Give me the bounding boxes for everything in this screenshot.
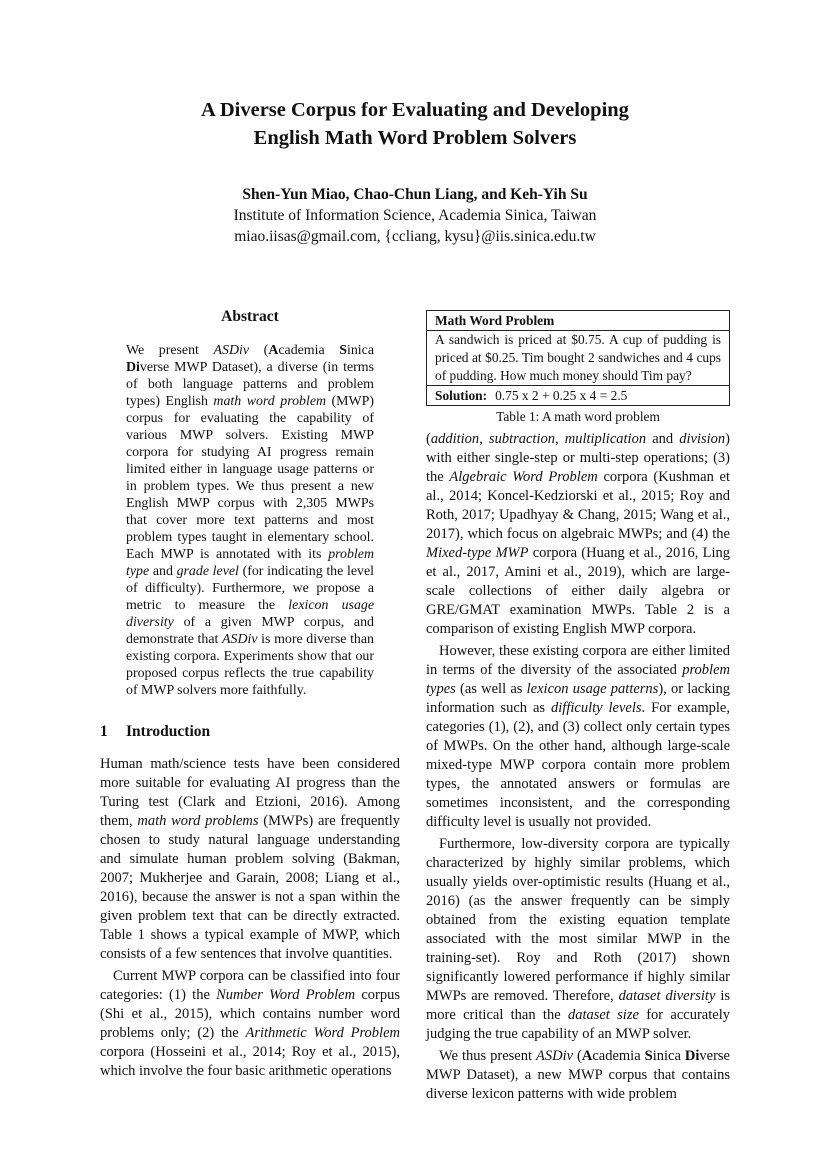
right-column (426, 306, 730, 1104)
author-names: Shen-Yun Miao, Chao-Chun Liang, and Keh-Yih Su (242, 186, 588, 203)
left-column (100, 306, 400, 1081)
table-1-problem: A sandwich is priced at $0.75. A cup of pudding is priced at $0.25. Tim bought 2 sandwiches and 4 cups of pudding. How much money should Tim pay? (427, 331, 729, 386)
right-paragraph-3: Furthermore, low-diversity corpora are typically characterized by highly similar problems, which usually yields over-optimistic results (Huang et al., 2016) (as the answer frequently can be simply obtained from the existing equation template associated with the most similar MWP in the training-set). Roy and Roth (2017) shown significantly lowered performance if highly similar MWPs are removed. Therefore, dataset diversity is more critical than the dataset size for accurately judging the true capability of an MWP solver. (426, 836, 731, 1042)
section-title: Introduction (126, 723, 211, 740)
author-emails: miao.iisas@gmail.com, {ccliang, kysu}@iis.sinica.edu.tw (234, 228, 596, 245)
intro-paragraph-2: Current MWP corpora can be classified into four categories: (1) the Number Word Problem corpus (Shi et al., 2015), which contains number word problems only; (2) the Arithmetic Word Problem corpora (Hosseini et al., 2014; Roy et al., 2015), which involve the four basic arithmetic operations (100, 968, 400, 1079)
right-paragraph-2: However, these existing corpora are either limited in terms of the diversity of the associated problem types (as well as lexicon usage patterns), or lacking information such as difficulty levels. For example, categories (1), (2), and (3) collect only certain types of MWPs. On the other hand, although large-scale mixed-type MWP corpora contain more problem types, the annotated answers or formulas are sometimes inconsistent, and the corresponding difficulty level is usually not provided. (426, 643, 730, 830)
author-affiliation: Institute of Information Science, Academia Sinica, Taiwan (233, 207, 597, 224)
right-paragraph-4: We thus present ASDiv (Academia Sinica Diverse MWP Dataset), a new MWP corpus that contains diverse lexicon patterns with wide problem (426, 1048, 730, 1102)
solution-label: Solution: (435, 388, 488, 403)
intro-paragraph-1: Human math/science tests have been considered more suitable for evaluating AI progress than the Turing test (Clark and Etzioni, 2016). Among them, math word problems (MWPs) are frequently chosen to study natural language understanding and simulate human problem solving (Bakman, 2007; Mukherjee and Garain, 2008; Liang et al., 2016), because the answer is not a span within the given problem text that can be directly extracted. Table 1 shows a typical example of MWP, which consists of a few sentences that involve quantities. (100, 756, 400, 962)
section-number: 1 (100, 723, 108, 740)
table-1 (426, 310, 730, 406)
paper-title (100, 96, 730, 152)
table-1-header: Math Word Problem (427, 311, 729, 331)
solution-formula: 0.75 x 2 + 0.25 x 4 = 2.5 (495, 388, 628, 403)
right-paragraph-1: (addition, subtraction, multiplication and division) with either single-step or multi-step operations; (3) the Algebraic Word Problem corpora (Kushman et al., 2014; Koncel-Kedziorski et al., 2015; Roy and Roth, 2017; Upadhyay & Chang, 2015; Wang et al., 2017), which focus on algebraic MWPs; and (4) the Mixed-type MWP corpora (Huang et al., 2016, Ling et al., 2017, Amini et al., 2019), which are large-scale collections of either daily algebra or GRE/GMAT examination MWPs. Table 2 is a comparison of existing English MWP corpora. (426, 431, 730, 637)
title-line-1: A Diverse Corpus for Evaluating and Developing (201, 99, 629, 121)
abstract-text: We present ASDiv (Academia Sinica Diverse MWP Dataset), a diverse (in terms of both language patterns and problem types) English math word problem (MWP) corpus for evaluating the capability of various MWP solvers. Existing MWP corpora for studying AI progress remain limited either in language usage patterns or in problem types. We thus present a new English MWP corpus with 2,305 MWPs that cover more text patterns and most problem types taught in elementary school. Each MWP is annotated with its problem type and grade level (for indicating the level of difficulty). Furthermore, we propose a metric to measure the lexicon usage diversity of a given MWP corpus, and demonstrate that ASDiv is more diverse than existing corpora. Experiments show that our proposed corpus reflects the true capability of MWP solvers more faithfully. (126, 343, 374, 698)
author-block (100, 184, 730, 247)
abstract-heading: Abstract (221, 308, 279, 325)
title-line-2: English Math Word Problem Solvers (253, 127, 577, 149)
table-1-solution (427, 386, 729, 405)
section-heading-introduction (100, 721, 400, 743)
table-1-caption: Table 1: A math word problem (496, 409, 660, 424)
